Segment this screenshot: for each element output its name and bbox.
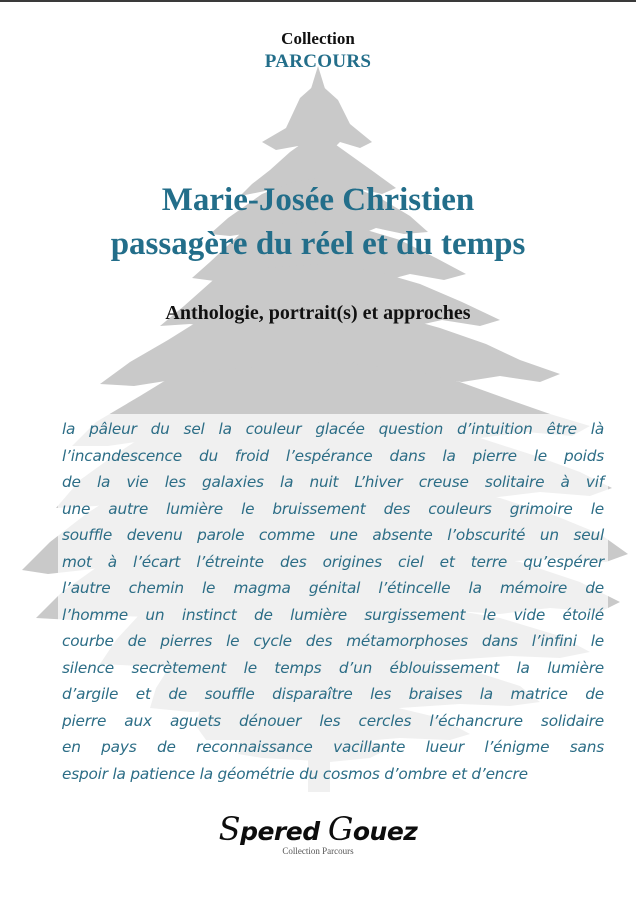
logo-initial-g: G — [327, 810, 353, 848]
publisher-logo — [218, 810, 418, 848]
book-title: passagère du réel et du temps — [110, 226, 526, 262]
collection-name: PARCOURS — [264, 51, 372, 72]
poem-text — [62, 416, 610, 787]
logo-text-2: ouez — [352, 817, 418, 846]
poem-line: une autre lumière le bruissement des couleurs grimoire le — [62, 499, 604, 518]
poem-line: en pays de reconnaissance vacillante lueur l’énigme sans — [62, 738, 604, 756]
poem-line: de la vie les galaxies la nuit L’hiver creuse solitaire à vif — [62, 473, 604, 491]
publisher-subtitle: Collection Parcours — [282, 846, 354, 856]
title-block — [0, 178, 636, 266]
poem-line: la pâleur du sel la couleur glacée question d’intuition être là — [62, 420, 604, 438]
poem-line: l’autre chemin le magma génital l’étincelle la mémoire de — [62, 579, 604, 597]
poem-line: silence secrètement le temps d’un éblouissement la lumière — [62, 658, 604, 677]
collection-label: Collection — [281, 29, 355, 48]
poem-line: l’incandescence du froid l’espérance dans la pierre le poids — [62, 446, 604, 465]
book-subtitle: Anthologie, portrait(s) et approches — [165, 302, 471, 324]
poem-line: souffle devenu parole comme une absente l’obscurité un seul — [62, 526, 604, 544]
collection-header — [0, 28, 636, 74]
poem-line: courbe de pierres le cycle des métamorphoses dans l’infini le — [62, 632, 604, 650]
logo-initial-s: S — [218, 810, 241, 848]
poem-line: mot à l’écart l’étreinte des origines ciel et terre qu’espérer — [62, 552, 604, 571]
poem-line: espoir la patience la géométrie du cosmos d’ombre et d’encre — [62, 764, 528, 783]
poem-line: l’homme un instinct de lumière surgissement le vide étoilé — [62, 605, 604, 624]
poem-line: pierre aux aguets dénouer les cercles l’échancrure solidaire — [62, 711, 604, 730]
publisher-block — [0, 810, 636, 857]
logo-text-1: pered — [240, 817, 328, 846]
author-name: Marie-Josée Christien — [161, 182, 475, 218]
poem-line: d’argile et de souffle disparaître les braises la matrice de — [62, 685, 604, 703]
